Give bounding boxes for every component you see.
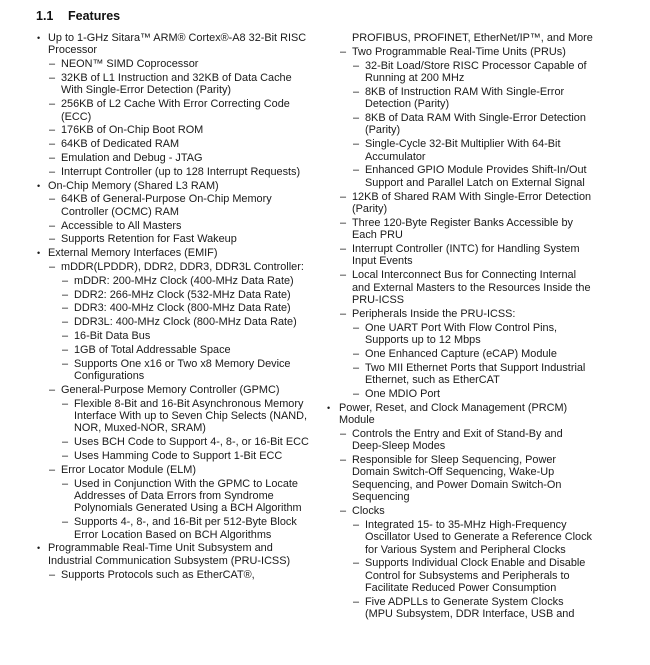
feature-text: 176KB of On-Chip Boot ROM [61,124,204,137]
dash-marker: – [62,316,69,329]
feature-subitem [0,516,325,541]
feature-text: Uses Hamming Code to Support 1-Bit ECC [74,449,283,462]
feature-text: General-Purpose Memory Controller (GPMC) [61,383,280,396]
feature-text: 12KB of Shared RAM With Single-Error Detection (Parity) [352,190,592,216]
dash-marker: – [49,383,56,396]
feature-subitem [290,388,650,400]
dash-marker: – [353,387,360,400]
feature-text: Integrated 15- to 35-MHz High-Frequency Oscillator Used to Generate a Reference Clock for Various System and Peripheral Clocks [365,518,592,556]
dash-marker: – [353,347,360,360]
feature-text: Interrupt Controller (up to 128 Interrupt Requests) [61,165,301,178]
feature-subitem [290,322,650,347]
feature-text: Emulation and Debug - JTAG [61,152,203,164]
dash-marker: – [49,219,56,232]
feature-subitem [290,308,650,320]
dash-marker: – [49,72,56,84]
feature-text: Local Interconnect Bus for Connecting Internal and External Masters to the Resources Inside the PRU-ICSS [352,269,591,307]
feature-subitem [290,112,650,137]
feature-text: 256KB of L2 Cache With Error Correcting Code (ECC) [61,98,290,123]
feature-subitem [0,124,325,136]
feature-subitem [290,138,650,163]
dash-marker: – [340,307,347,320]
feature-subitem [290,362,650,387]
dash-marker: – [62,329,69,342]
dash-marker: – [353,361,360,374]
feature-subitem [290,428,650,453]
feature-subitem [0,302,325,314]
feature-text: mDDR: 200-MHz Clock (400-MHz Data Rate) [74,274,294,287]
feature-subitem [0,436,325,448]
feature-subitem [0,138,325,150]
feature-subitem [0,233,325,245]
bullet-marker: • [327,402,331,413]
feature-text: Interrupt Controller (INTC) for Handling System Input Events [352,243,580,268]
bullet-marker: • [37,33,41,43]
feature-subitem [290,269,650,306]
feature-text: DDR3: 400-MHz Clock (800-MHz Data Rate) [74,302,291,315]
bullet-marker: • [37,180,41,191]
feature-text: On-Chip Memory (Shared L3 RAM) [48,179,219,192]
dash-marker: – [340,505,347,518]
feature-text: Supports One x16 or Two x8 Memory Device Configurations [74,357,291,382]
feature-subitem [290,505,650,517]
dash-marker: – [49,58,56,71]
feature-subitem [0,289,325,301]
feature-subitem [290,596,650,621]
feature-text: 32KB of L1 Instruction and 32KB of Data Cache With Single-Error Detection (Parity) [61,72,292,97]
feature-text: Error Locator Module (ELM) [61,463,196,476]
feature-text: 64KB of General-Purpose On-Chip Memory Controller (OCMC) RAM [61,193,272,218]
feature-text: Three 120-Byte Register Banks Accessible by Each PRU [352,216,573,242]
feature-subitem [0,152,325,164]
feature-text: Responsible for Sleep Sequencing, Power Domain Switch-Off Sequencing, Wake-Up Sequencing, and Power Domain Switch-On Sequencing [352,454,562,504]
feature-subitem [290,348,650,360]
feature-subitem [0,330,325,342]
feature-subitem [0,450,325,462]
feature-text: Supports Retention for Fast Wakeup [61,233,237,246]
feature-text: Supports 4-, 8-, and 16-Bit per 512-Byte Block Error Location Based on BCH Algorithms [74,516,297,541]
dash-marker: – [62,449,69,462]
feature-subitem [0,275,325,287]
dash-marker: – [62,343,69,356]
feature-subitem [0,358,325,383]
bullet-marker: • [37,543,41,554]
feature-text: 64KB of Dedicated RAM [61,138,180,151]
feature-subitem [0,384,325,396]
feature-subitem [290,243,650,268]
feature-subitem [0,569,325,581]
feature-subitem [0,166,325,178]
dash-marker: – [49,124,56,137]
dash-marker: – [49,138,56,151]
dash-marker: – [49,260,56,273]
feature-text: Controls the Entry and Exit of Stand-By and Deep-Sleep Modes [352,427,563,453]
dash-marker: – [340,190,347,203]
dash-marker: – [353,596,360,609]
feature-text: Five ADPLLs to Generate System Clocks (MPU Subsystem, DDR Interface, USB and [365,596,575,621]
feature-subitem [290,454,650,504]
dash-marker: – [62,397,69,410]
feature-subitem [0,72,325,97]
feature-subitem [290,217,650,242]
feature-subitem [290,557,650,594]
feature-text: Enhanced GPIO Module Provides Shift-In/Out Support and Parallel Latch on External Signal [365,164,587,189]
feature-subitem [0,316,325,328]
dash-marker: – [62,274,69,287]
section-heading [36,9,120,23]
feature-subitem [290,46,650,58]
feature-text: Clocks [352,505,385,518]
feature-text: One Enhanced Capture (eCAP) Module [365,347,557,360]
feature-text: 16-Bit Data Bus [74,329,151,342]
section-number: 1.1 [36,9,54,23]
feature-subitem [0,193,325,218]
feature-text: Two Programmable Real-Time Units (PRUs) [352,45,566,58]
dash-marker: – [62,302,69,315]
feature-subitem [0,98,325,123]
feature-item [290,402,650,427]
dash-marker: – [353,557,360,570]
feature-text: 8KB of Instruction RAM With Single-Error Detection (Parity) [365,85,565,111]
feature-subitem [0,398,325,435]
dash-marker: – [353,164,360,177]
feature-subitem [290,86,650,111]
dash-marker: – [62,288,69,301]
features-column-right [290,32,650,622]
feature-subitem [0,464,325,476]
dash-marker: – [340,243,347,256]
bullet-marker: • [37,248,41,259]
dash-marker: – [49,152,56,164]
feature-text: Single-Cycle 32-Bit Multiplier With 64-Bit Accumulator [365,138,561,163]
feature-text: mDDR(LPDDR), DDR2, DDR3, DDR3L Controller: [61,260,304,273]
feature-text: Uses BCH Code to Support 4-, 8-, or 16-Bit ECC [74,436,309,449]
feature-item [0,247,325,259]
feature-text: Flexible 8-Bit and 16-Bit Asynchronous Memory Interface With up to Seven Chip Selects (NAND, NOR, Muxed-NOR, SRAM) [74,397,308,435]
feature-item [0,542,325,567]
dash-marker: – [340,269,347,282]
dash-marker: – [353,59,360,72]
dash-marker: – [353,112,360,124]
dash-marker: – [340,427,347,440]
feature-subitem [290,164,650,189]
feature-subitem [0,58,325,70]
dash-marker: – [62,477,69,490]
feature-text: DDR2: 266-MHz Clock (532-MHz Data Rate) [74,288,291,301]
feature-text: 1GB of Total Addressable Space [74,343,231,356]
dash-marker: – [49,98,56,111]
feature-text: Supports Protocols such as EtherCAT®, [61,568,255,581]
feature-item [0,32,325,57]
feature-text: NEON™ SIMD Coprocessor [61,58,199,71]
dash-marker: – [49,233,56,246]
dash-marker: – [353,518,360,531]
feature-text: Supports Individual Clock Enable and Disable Control for Subsystems and Peripherals to Facilitate Reduced Power Consumption [365,557,586,595]
feature-text: DDR3L: 400-MHz Clock (800-MHz Data Rate) [74,316,297,329]
dash-marker: – [49,165,56,178]
feature-subitem [0,344,325,356]
dash-marker: – [340,45,347,58]
feature-text: 32-Bit Load/Store RISC Processor Capable of Running at 200 MHz [365,59,587,84]
dash-marker: – [353,138,360,151]
feature-subitem [0,478,325,515]
dash-marker: – [62,357,69,370]
feature-text: Power, Reset, and Clock Management (PRCM) Module [339,401,568,427]
feature-item-continuation [290,32,650,44]
dash-marker: – [49,193,56,206]
feature-text: Used in Conjunction With the GPMC to Locate Addresses of Data Errors from Syndrome Polynomials Generated Using a BCH Algorithm [74,477,302,515]
dash-marker: – [340,216,347,229]
feature-text: Up to 1-GHz Sitara™ ARM® Cortex®-A8 32-Bit RISC Processor [48,32,307,57]
feature-text: Peripherals Inside the PRU-ICSS: [352,307,516,320]
feature-text: External Memory Interfaces (EMIF) [48,247,218,260]
dash-marker: – [353,85,360,98]
feature-text: 8KB of Data RAM With Single-Error Detection (Parity) [365,112,586,137]
section-title: Features [68,9,121,23]
feature-text: Two MII Ethernet Ports that Support Industrial Ethernet, such as EtherCAT [365,361,586,387]
feature-text: One UART Port With Flow Control Pins, Supports up to 12 Mbps [365,321,558,347]
dash-marker: – [62,516,69,529]
dash-marker: – [49,463,56,476]
feature-subitem [0,261,325,273]
feature-item [0,180,325,192]
feature-text: Accessible to All Masters [61,219,182,232]
feature-subitem [290,519,650,556]
feature-subitem [290,191,650,216]
dash-marker: – [49,568,56,581]
feature-text: One MDIO Port [365,387,441,400]
feature-subitem [0,220,325,232]
feature-subitem [290,60,650,85]
features-column-left [0,32,325,582]
feature-text: Programmable Real-Time Unit Subsystem and Industrial Communication Subsystem (PRU-ICSS) [48,542,291,567]
dash-marker: – [62,436,69,449]
dash-marker: – [340,454,347,467]
dash-marker: – [353,321,360,334]
feature-text: PROFIBUS, PROFINET, EtherNet/IP™, and More [352,32,593,44]
